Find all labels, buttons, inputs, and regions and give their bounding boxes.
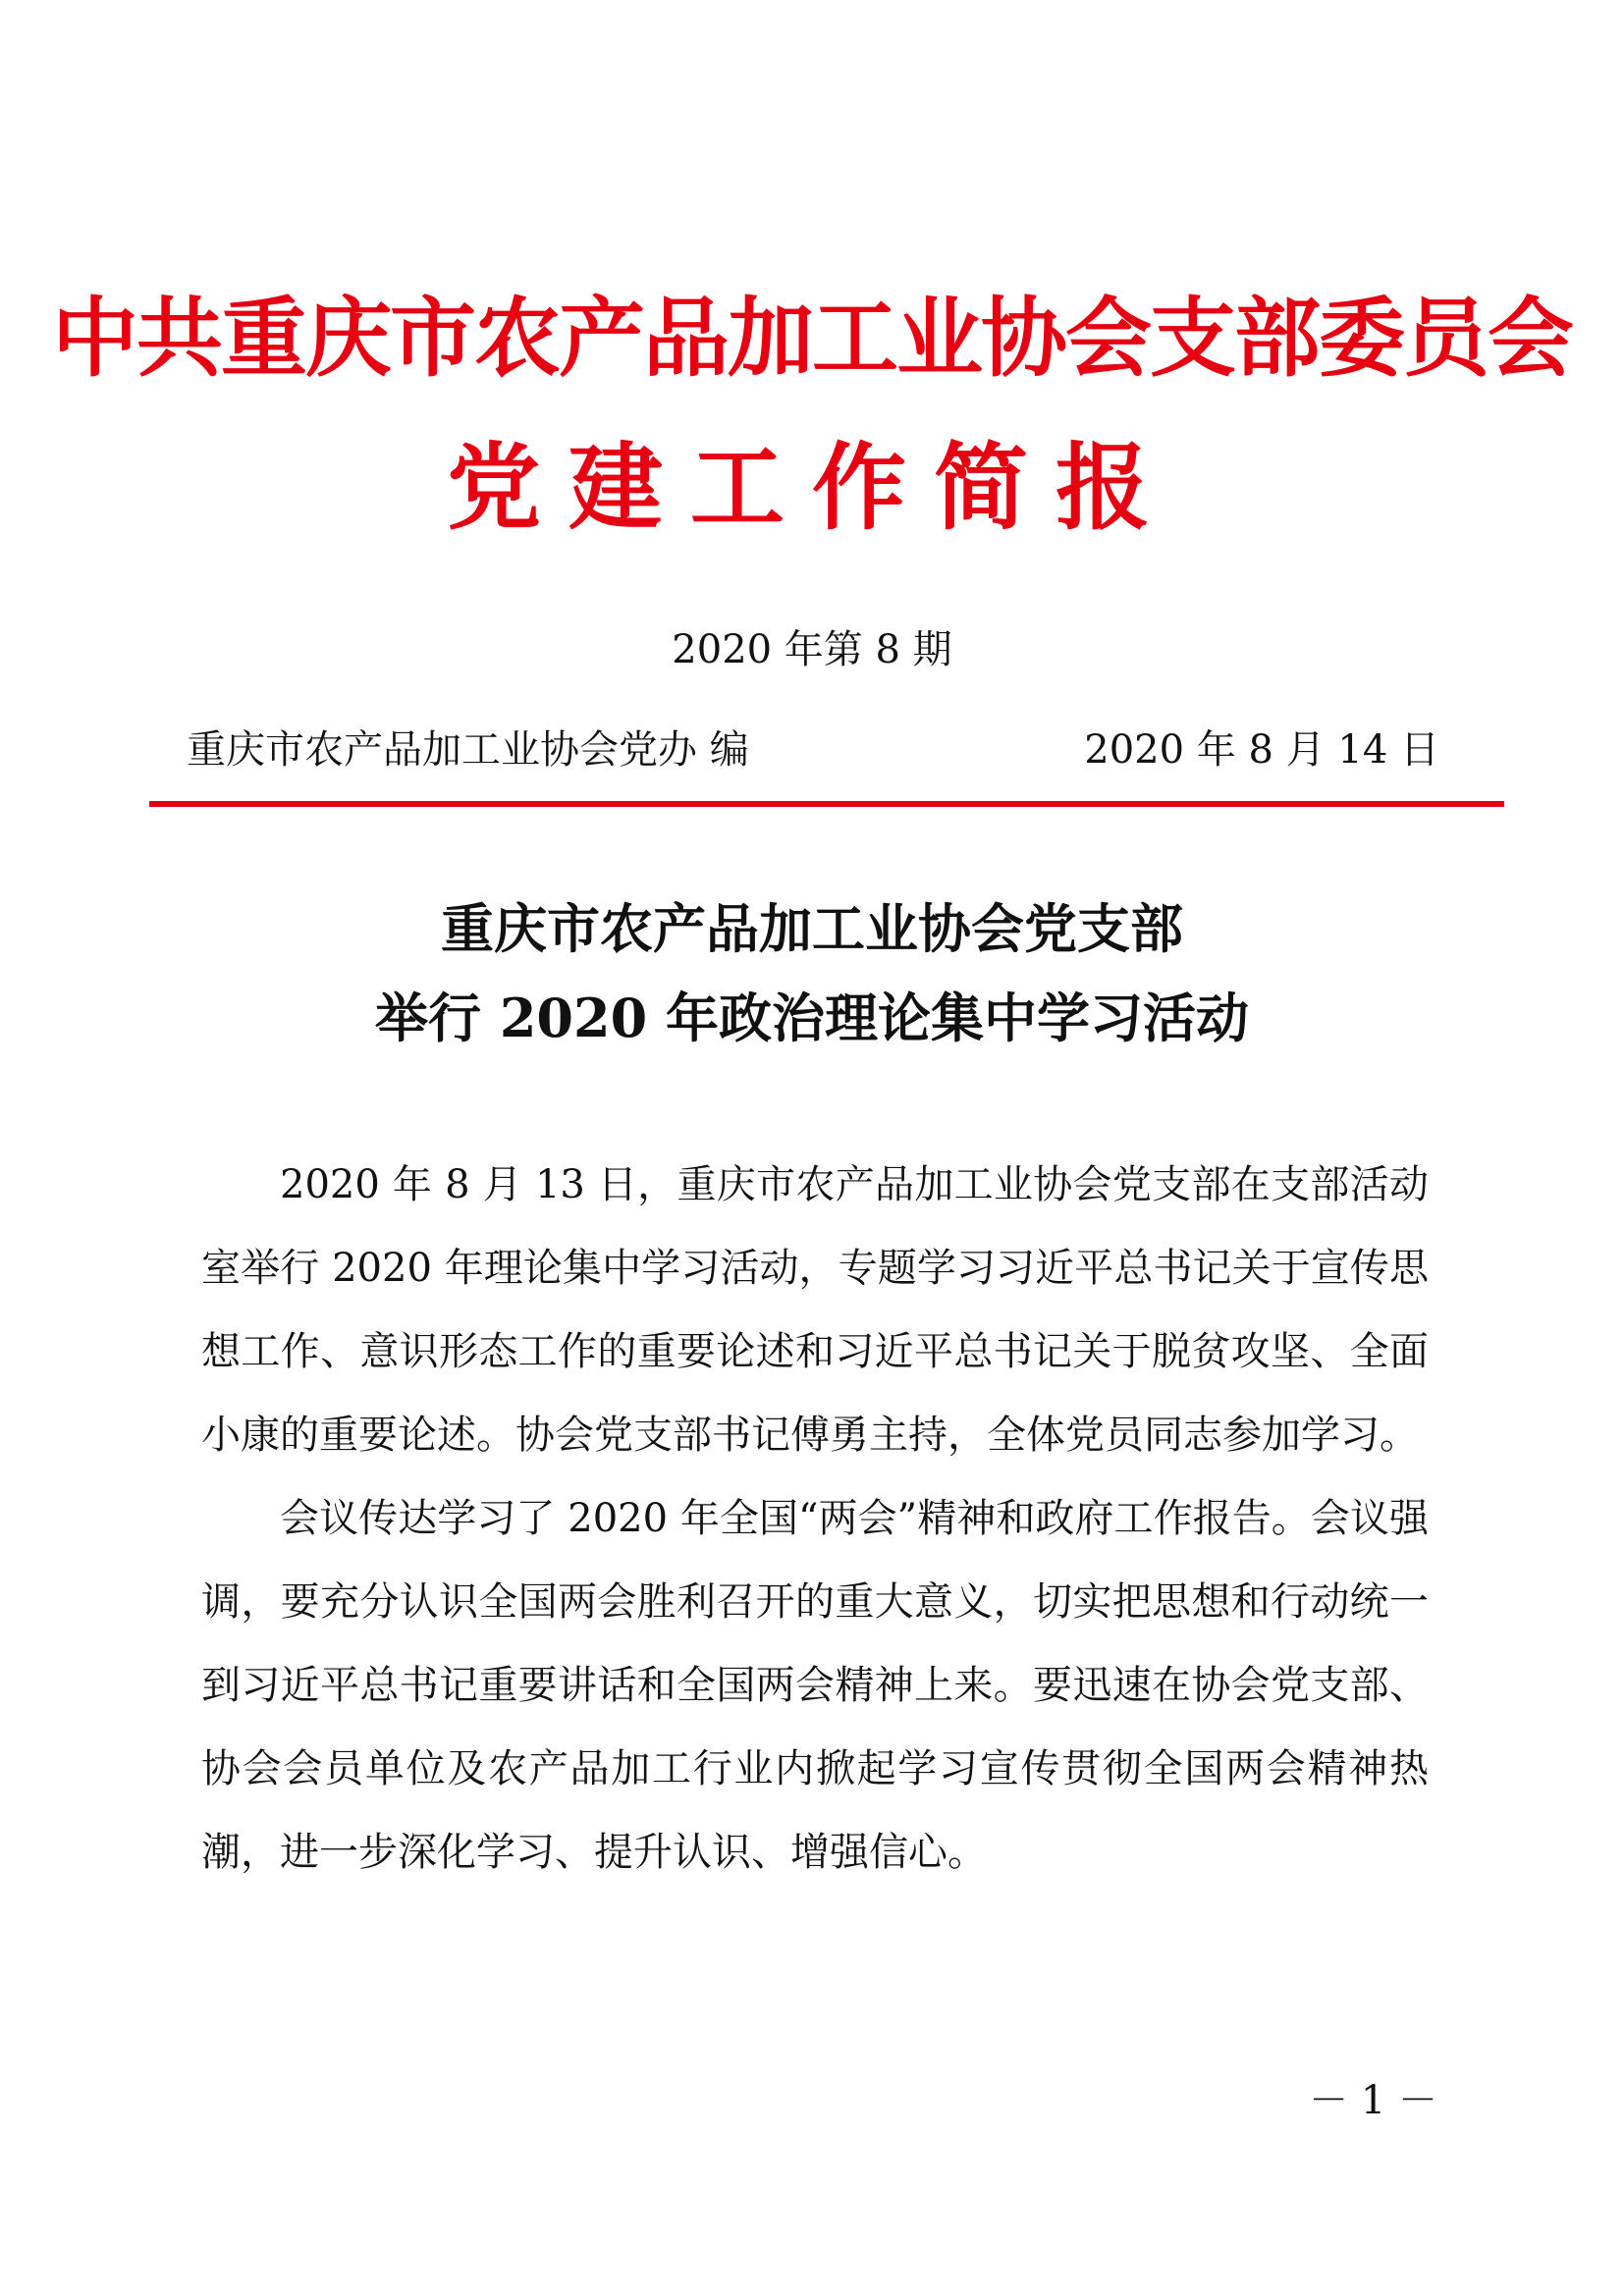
issue-date: 2020 年 8 月 14 日: [1084, 727, 1439, 773]
article-paragraph: 2020 年 8 月 13 日，重庆市农产品加工业协会党支部在支部活动室举行 2020 年理论集中学习活动，专题学习习近平总书记关于宣传思想工作、意识形态工作的重要论述和习近平总书记关于脱贫攻坚、全面小康的重要论述。协会党支部书记傅勇主持，全体党员同志参加学习。: [201, 1162, 1429, 1458]
page-number: － 1 －: [1309, 2078, 1437, 2123]
article-headline-line1: 重庆市农产品加工业协会党支部: [441, 897, 1183, 960]
article-paragraph: 会议传达学习了 2020 年全国“两会”精神和政府工作报告。会议强调，要充分认识全国两会胜利召开的重大意义，切实把思想和行动统一到习近平总书记重要讲话和全国两会精神上来。要迅速在协会党支部、协会会员单位及农产品加工行业内掀起学习宣传贯彻全国两会精神热潮，进一步深化学习、提升认识、增强信心。: [201, 1496, 1429, 1875]
masthead-subtitle: 党建工作简报: [447, 433, 1177, 543]
issue-number: 2020 年第 8 期: [672, 627, 952, 672]
issue-meta-row: [187, 721, 1439, 779]
editor-office: 重庆市农产品加工业协会党办 编: [187, 727, 749, 773]
article-body: [201, 1144, 1429, 1895]
masthead-title: 中共重庆市农产品加工业协会支部委员会: [51, 288, 1572, 389]
article-headline-line2: 举行 2020 年政治理论集中学习活动: [375, 987, 1249, 1049]
red-divider: [149, 801, 1504, 807]
